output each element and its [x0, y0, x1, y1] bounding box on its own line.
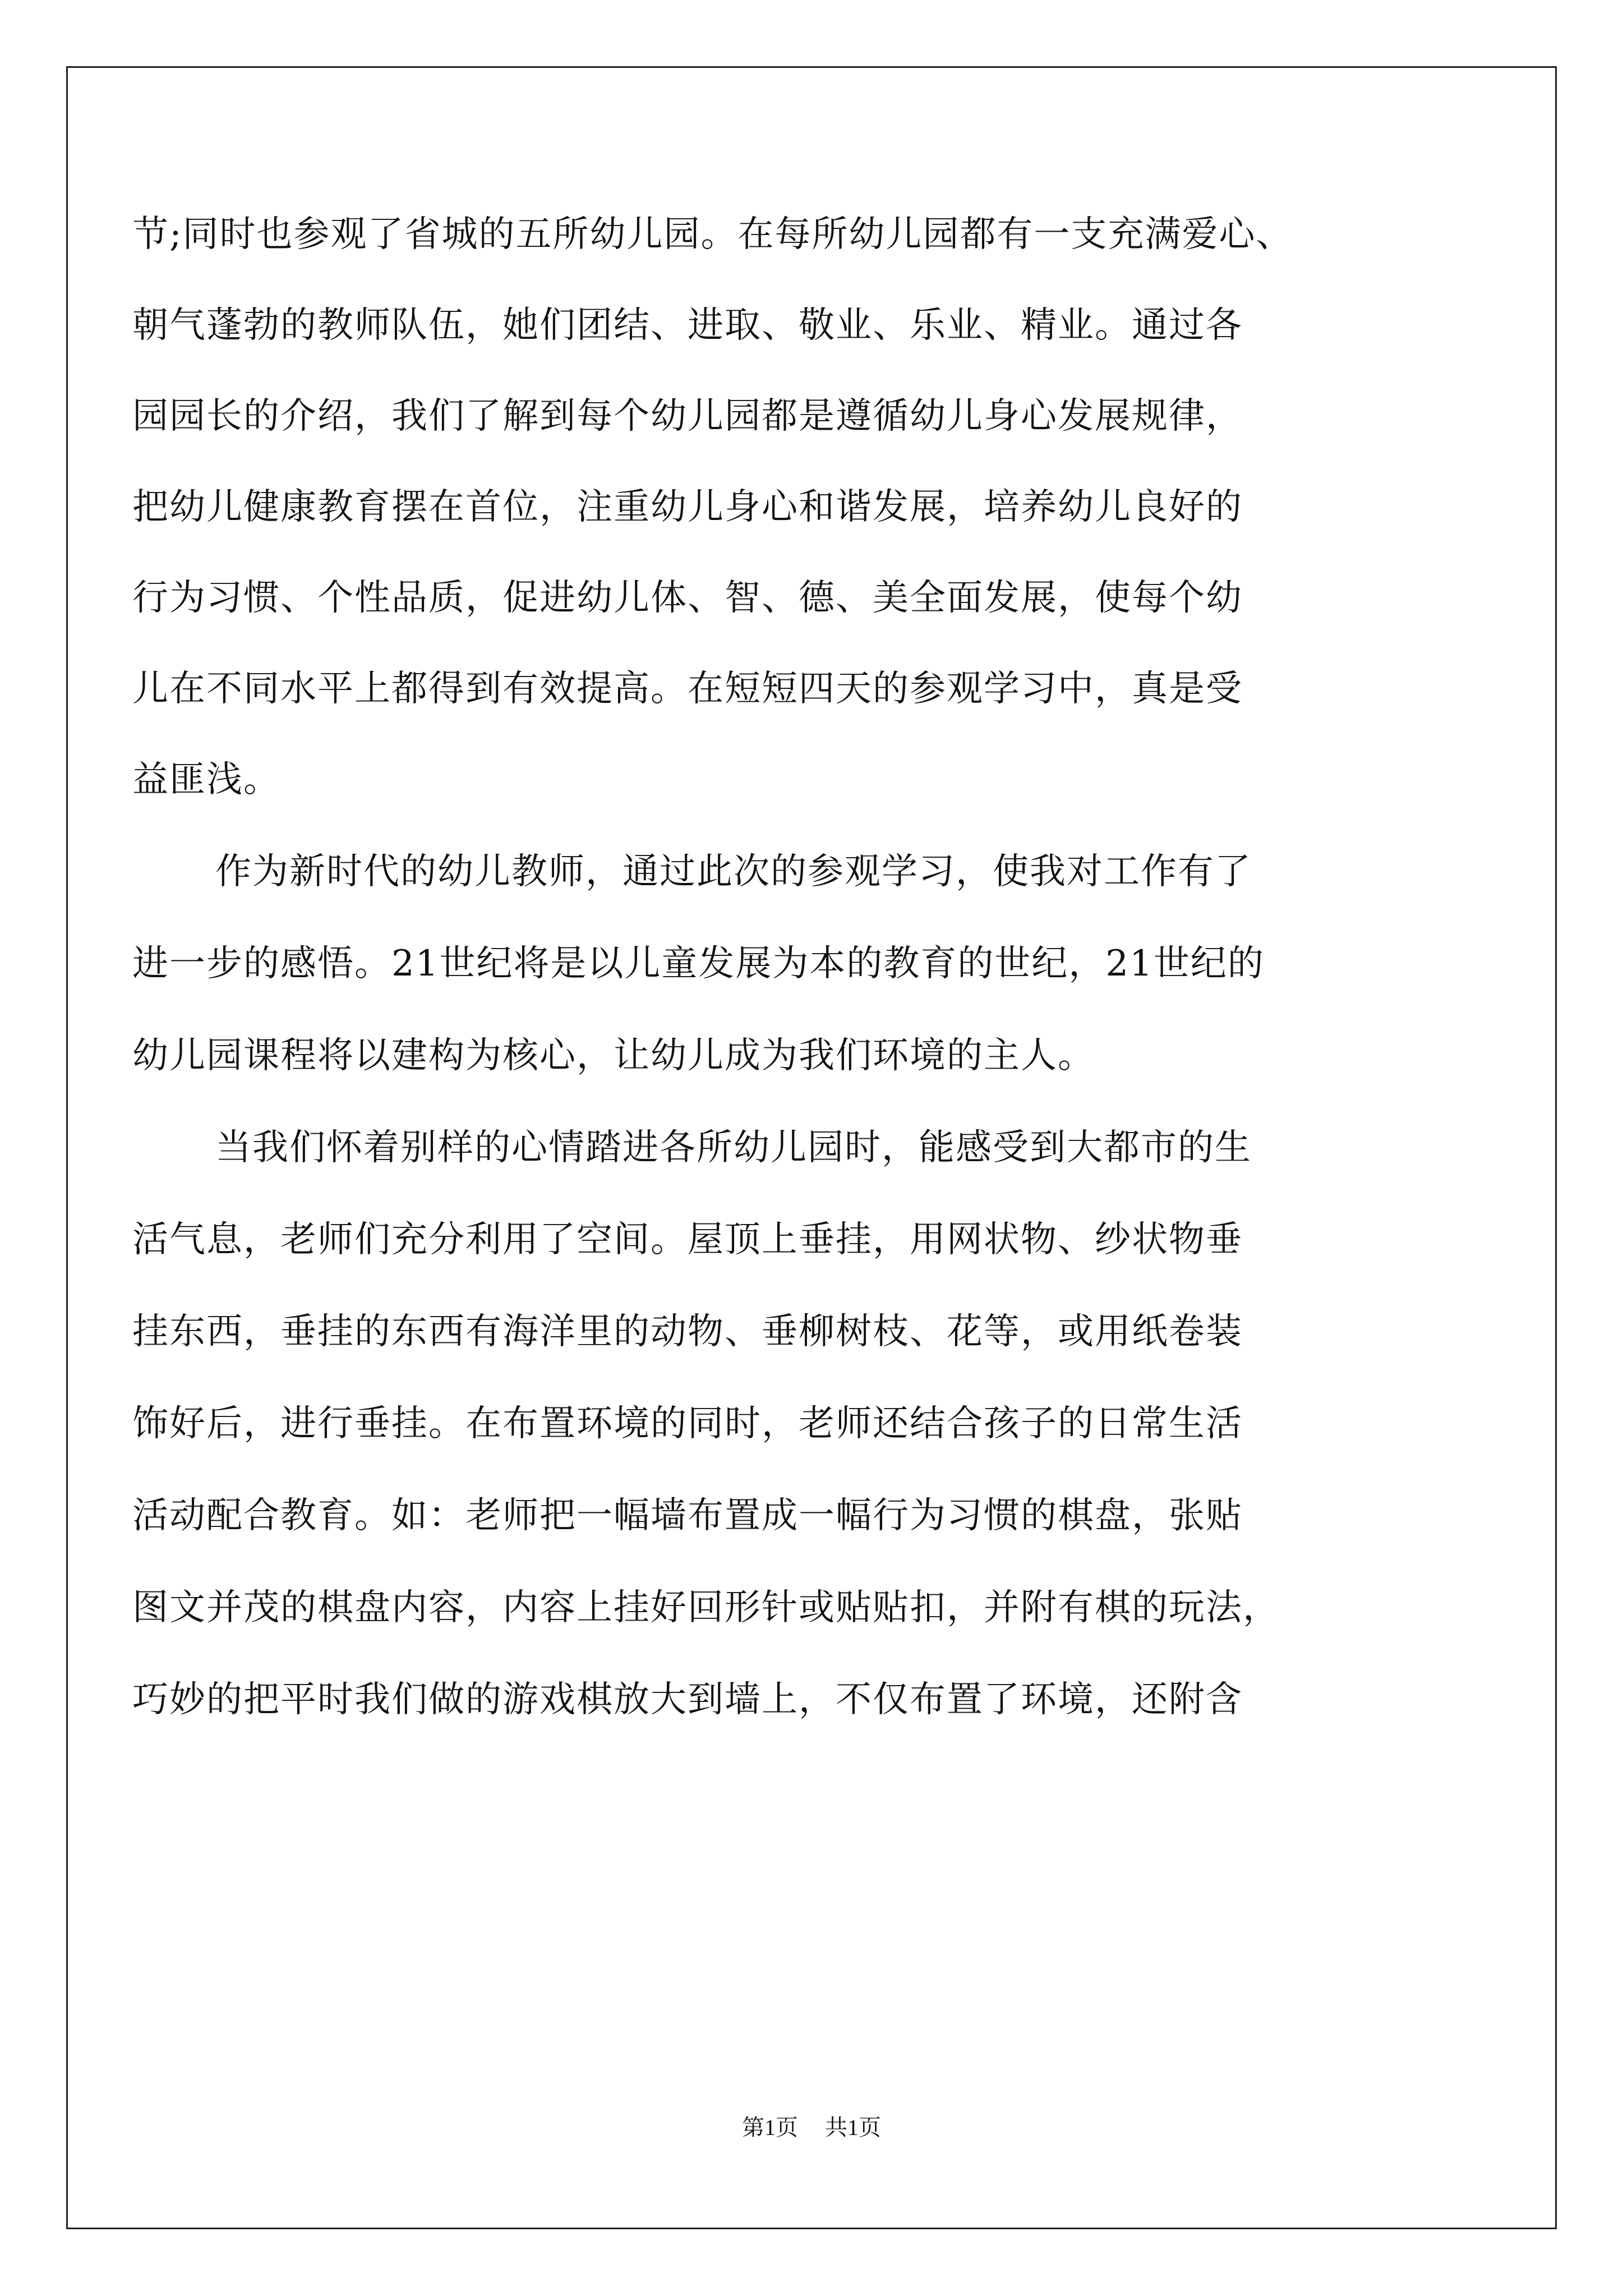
text-line-2: 朝气蓬勃的教师队伍，她们团结、进取、敬业、乐业、精业。通过各 [132, 305, 1243, 346]
text-line-7: 益匪浅。 [132, 759, 280, 800]
paragraph-start-line-8: 作为新时代的幼儿教师，通过此次的参观学习，使我对工作有了 [215, 851, 1252, 892]
text-line-1: 节;同时也参观了省城的五所幼儿园。在每所幼儿园都有一支充满爱心、 [132, 214, 1293, 255]
text-line-9: 进一步的感悟。21世纪将是以儿童发展为本的教育的世纪，21世纪的 [132, 943, 1265, 984]
text-line-16: 图文并茂的棋盘内容，内容上挂好回形针或贴贴扣，并附有棋的玩法， [132, 1587, 1280, 1628]
text-line-5: 行为习惯、个性品质，促进幼儿体、智、德、美全面发展，使每个幼 [132, 577, 1243, 619]
text-line-17: 巧妙的把平时我们做的游戏棋放大到墙上，不仅布置了环境，还附含 [132, 1679, 1243, 1720]
page-number-total: 共1页 [825, 2115, 881, 2140]
text-line-3: 园园长的介绍，我们了解到每个幼儿园都是遵循幼儿身心发展规律， [132, 395, 1243, 437]
text-line-15: 活动配合教育。如：老师把一幅墙布置成一幅行为习惯的棋盘，张贴 [132, 1495, 1243, 1536]
paragraph-start-line-11: 当我们怀着别样的心情踏进各所幼儿园时，能感受到大都市的生 [215, 1127, 1252, 1168]
text-line-14: 饰好后，进行垂挂。在布置环境的同时，老师还结合孩子的日常生活 [132, 1403, 1243, 1444]
text-line-13: 挂东西，垂挂的东西有海洋里的动物、垂柳树枝、花等，或用纸卷装 [132, 1311, 1243, 1352]
text-line-6: 儿在不同水平上都得到有效提高。在短短四天的参观学习中，真是受 [132, 668, 1243, 710]
page-number-current: 第1页 [742, 2115, 798, 2140]
text-line-10: 幼儿园课程将以建构为核心，让幼儿成为我们环境的主人。 [132, 1035, 1095, 1076]
text-line-12: 活气息，老师们充分利用了空间。屋顶上垂挂，用网状物、纱状物垂 [132, 1219, 1243, 1260]
text-line-4: 把幼儿健康教育摆在首位，注重幼儿身心和谐发展，培养幼儿良好的 [132, 486, 1243, 528]
page-footer [0, 2114, 1623, 2142]
